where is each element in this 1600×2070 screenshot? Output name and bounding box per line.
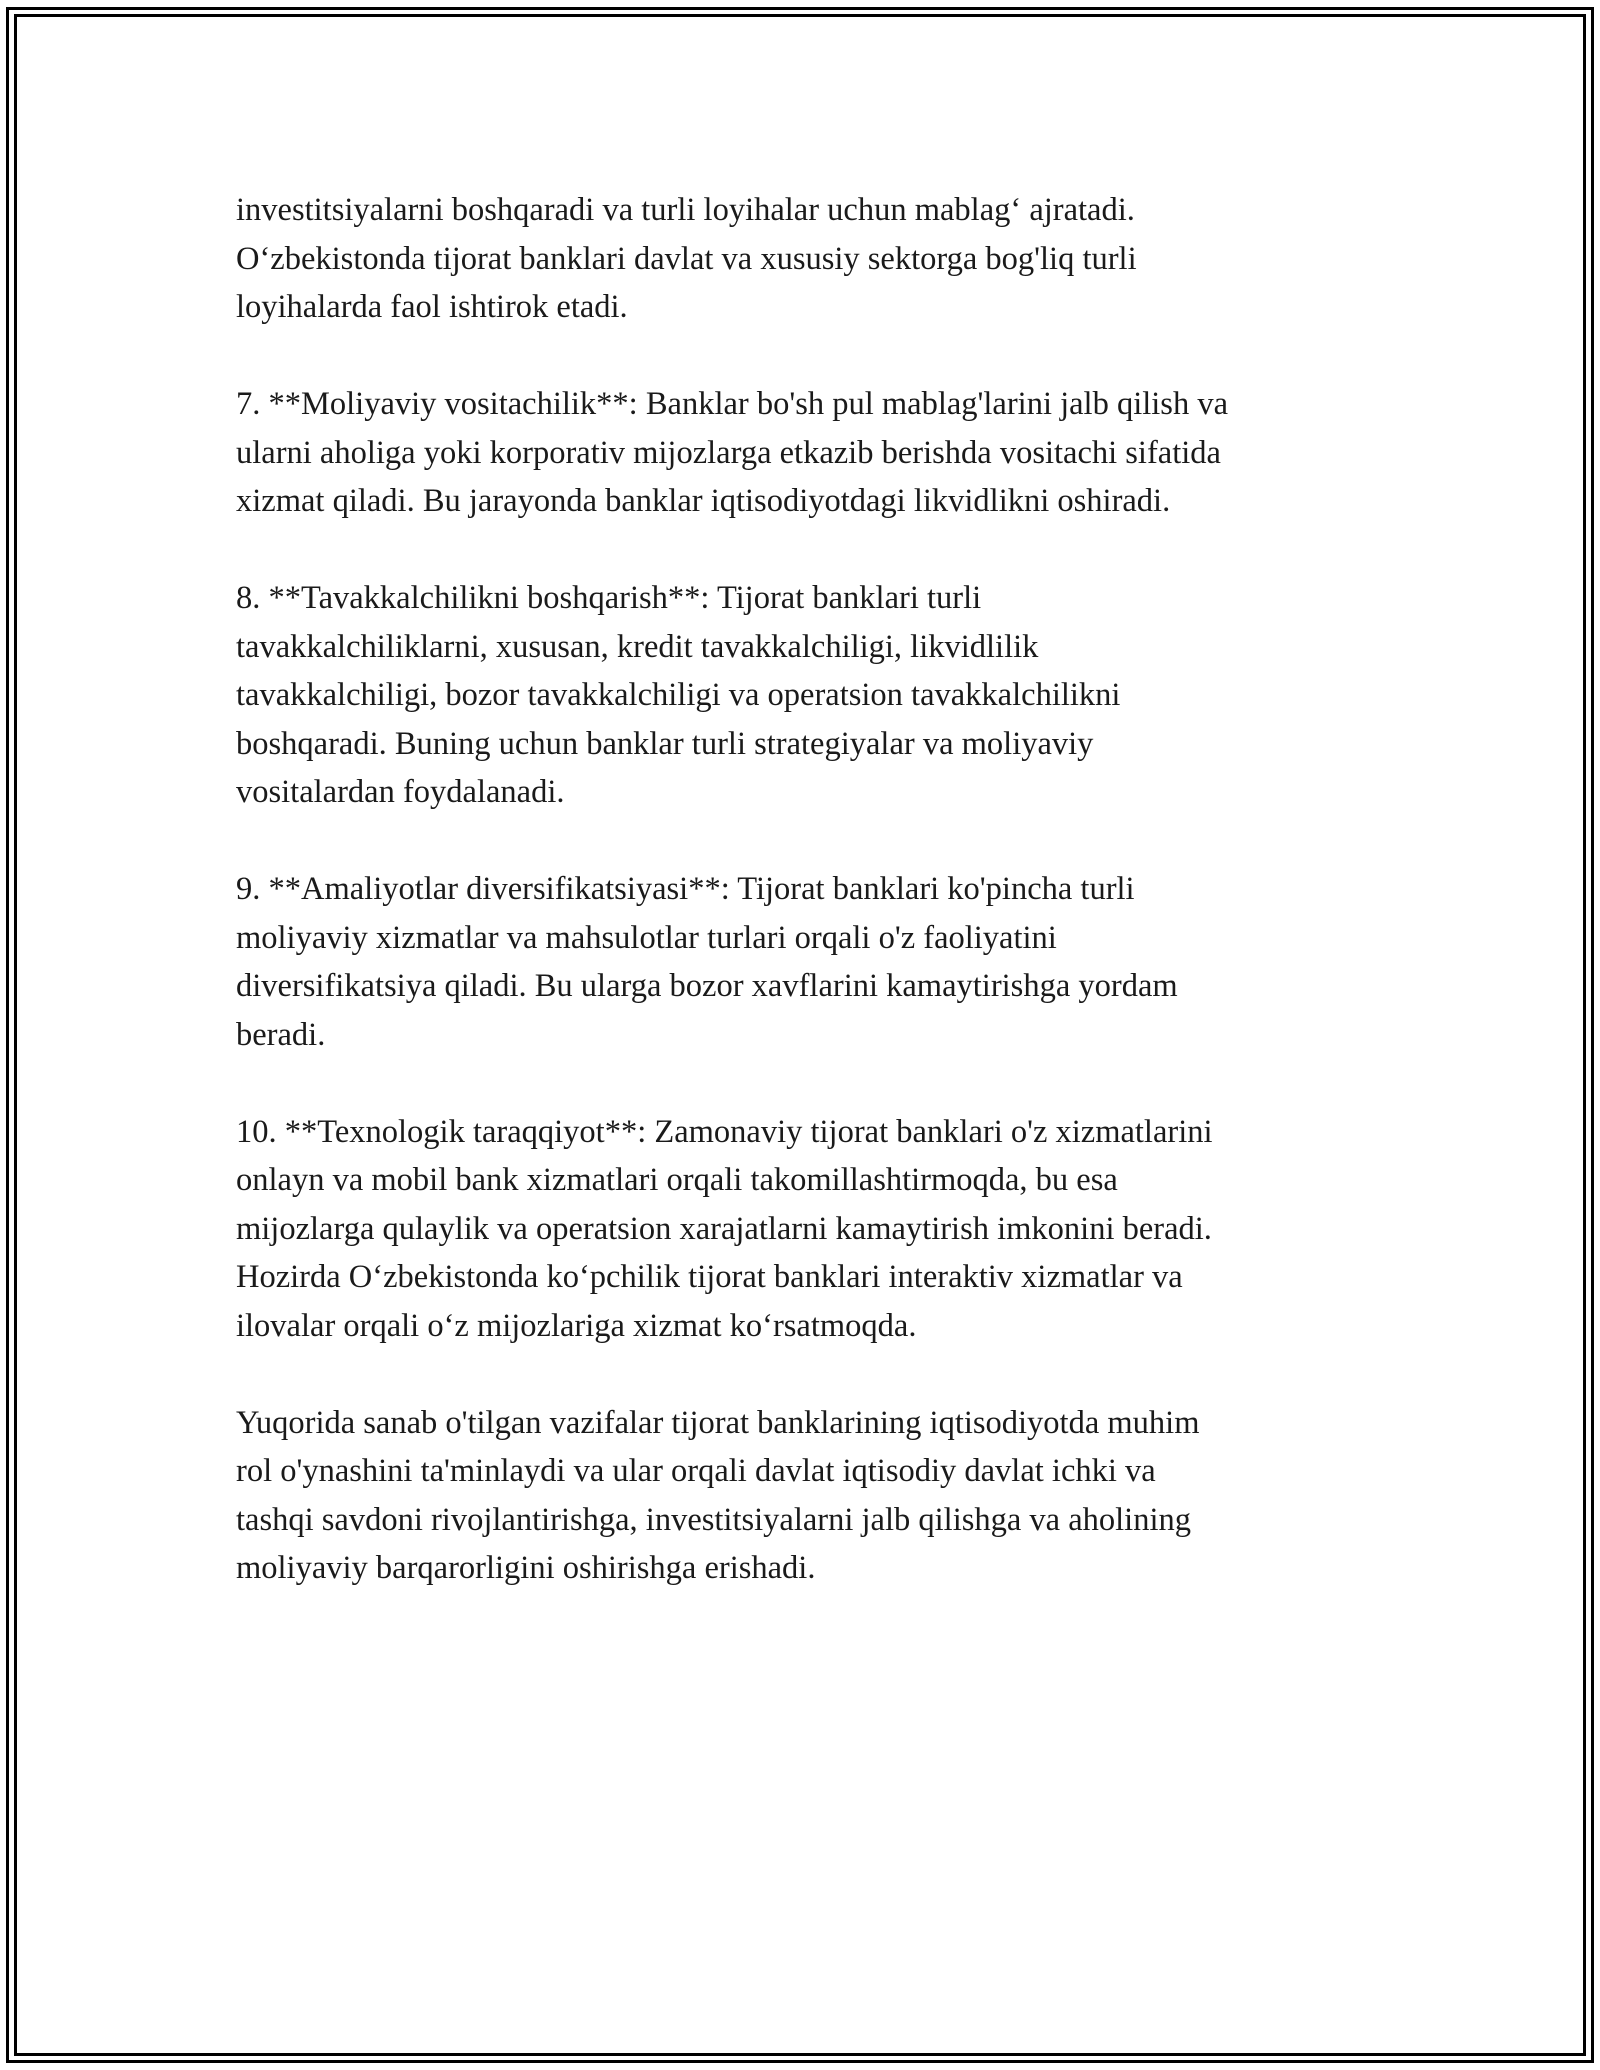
text-line: 8. **Tavakkalchilikni boshqarish**: Tijorat banklari turli — [236, 580, 982, 616]
text-line: onlayn va mobil bank xizmatlari orqali takomillashtirmoqda, bu esa — [236, 1162, 1118, 1198]
paragraph-item-9 — [236, 865, 1376, 1059]
text-line: tashqi savdoni rivojlantirishga, investitsiyalarni jalb qilishga va aholining — [236, 1501, 1191, 1538]
text-line: beradi. — [236, 1016, 326, 1053]
text-line: tavakkalchiliklarni, xususan, kredit tavakkalchiligi, likvidlilik — [236, 628, 1039, 665]
paragraph-investments-continued — [236, 186, 1376, 332]
text-line: tavakkalchiligi, bozor tavakkalchiligi va operatsion tavakkalchilikni — [236, 677, 1121, 713]
text-line: ilovalar orqali o‘z mijozlariga xizmat ko‘rsatmoqda. — [236, 1307, 917, 1344]
text-line: Hozirda O‘zbekistonda ko‘pchilik tijorat banklari interaktiv xizmatlar va — [236, 1259, 1183, 1295]
text-line: 9. **Amaliyotlar diversifikatsiyasi**: Tijorat banklari ko'pincha turli — [236, 871, 1135, 907]
paragraph-conclusion — [236, 1399, 1376, 1593]
text-line: loyihalarda faol ishtirok etadi. — [236, 289, 628, 325]
paragraph-item-8 — [236, 574, 1376, 817]
text-line: ularni aholiga yoki korporativ mijozlarga etkazib berishda vositachi sifatida — [236, 434, 1221, 471]
text-line: mijozlarga qulaylik va operatsion xarajatlarni kamaytirish imkonini beradi. — [236, 1210, 1212, 1247]
paragraph-item-10 — [236, 1108, 1376, 1351]
text-line: xizmat qiladi. Bu jarayonda banklar iqtisodiyotdagi likvidlikni oshiradi. — [236, 483, 1171, 519]
text-line: rol o'ynashini ta'minlaydi va ular orqali davlat iqtisodiy davlat ichki va — [236, 1453, 1156, 1489]
text-line: investitsiyalarni boshqaradi va turli loyihalar uchun mablag‘ ajratadi. — [236, 192, 1135, 228]
text-line: boshqaradi. Buning uchun banklar turli strategiyalar va moliyaviy — [236, 725, 1094, 762]
text-line: vositalardan foydalanadi. — [236, 774, 565, 810]
text-line: Yuqorida sanab o'tilgan vazifalar tijorat banklarining iqtisodiyotda muhim — [236, 1404, 1200, 1441]
text-line: diversifikatsiya qiladi. Bu ularga bozor xavflarini kamaytirishga yordam — [236, 968, 1178, 1004]
text-line: moliyaviy barqarorligini oshirishga erishadi. — [236, 1550, 816, 1586]
document-body — [236, 186, 1376, 1641]
paragraph-item-7 — [236, 380, 1376, 526]
text-line: O‘zbekistonda tijorat banklari davlat va xususiy sektorga bog'liq turli — [236, 240, 1137, 277]
text-line: 10. **Texnologik taraqqiyot**: Zamonaviy tijorat banklari o'z xizmatlarini — [236, 1113, 1213, 1150]
text-line: moliyaviy xizmatlar va mahsulotlar turlari orqali o'z faoliyatini — [236, 919, 1057, 956]
text-line: 7. **Moliyaviy vositachilik**: Banklar bo'sh pul mablag'larini jalb qilish va — [236, 386, 1228, 422]
